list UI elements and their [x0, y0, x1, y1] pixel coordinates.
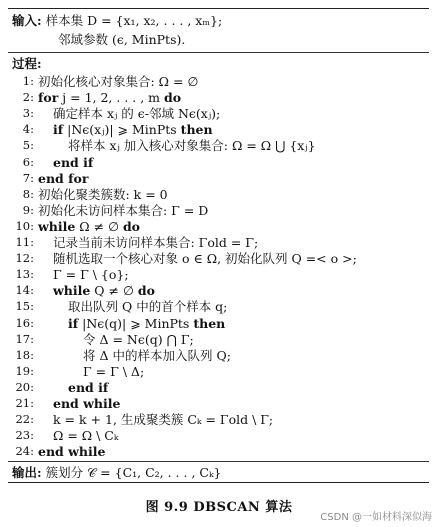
line-code: end while — [38, 444, 106, 460]
line-code: while Q ≠ ∅ do — [53, 283, 155, 299]
line-code: 记录当前未访问样本集合: Γold = Γ; — [53, 235, 259, 250]
line-number: 16: — [15, 315, 34, 330]
line-number: 6: — [22, 154, 34, 169]
line-code: for j = 1, 2, . . . , m do — [38, 90, 182, 106]
line-number: 9: — [22, 202, 34, 217]
output-line — [12, 465, 221, 481]
line-number: 15: — [15, 299, 34, 314]
line-code: Γ = Γ \ Δ; — [83, 363, 145, 379]
line-code: 随机选取一个核心对象 o ∈ Ω, 初始化队列 Q =< o >; — [53, 251, 357, 267]
input-line-2: 邻域参数 (ϵ, MinPts). — [58, 32, 186, 47]
line-number: 20: — [15, 379, 34, 394]
line-number: 14: — [15, 283, 34, 298]
line-code: 初始化未访问样本集合: Γ = D — [38, 202, 209, 218]
input-line-1 — [12, 13, 222, 29]
line-number: 10: — [15, 218, 34, 233]
input-label: 输入: — [12, 13, 42, 28]
line-code: 初始化核心对象集合: Ω = ∅ — [38, 74, 199, 89]
line-number: 8: — [22, 186, 34, 201]
line-number: 13: — [15, 267, 34, 282]
line-code: end if — [68, 379, 109, 395]
input-divider — [8, 52, 429, 53]
watermark: CSDN @一如材料深似海 — [320, 512, 432, 523]
line-code: 初始化聚类簇数: k = 0 — [38, 186, 168, 202]
process-label: 过程: — [12, 56, 42, 71]
line-number: 12: — [15, 251, 34, 266]
line-code: end if — [53, 154, 94, 170]
line-code: 取出队列 Q 中的首个样本 q; — [68, 299, 228, 315]
line-number: 18: — [15, 347, 34, 362]
output-divider — [8, 461, 429, 462]
line-number: 19: — [15, 363, 34, 378]
line-number: 1: — [22, 74, 34, 88]
line-code: end for — [38, 170, 89, 186]
line-number: 7: — [22, 170, 34, 185]
output-clusters: 簇划分 𝒞 = {C₁, C₂, . . . , Cₖ} — [45, 465, 222, 480]
line-number: 2: — [22, 90, 34, 105]
line-number: 23: — [15, 428, 34, 443]
line-code: while Ω ≠ ∅ do — [38, 218, 141, 234]
algorithm-line — [0, 442, 438, 462]
line-number: 4: — [22, 122, 34, 137]
line-number: 24: — [15, 444, 34, 459]
line-number: 17: — [15, 331, 34, 346]
line-code: Ω = Ω \ Cₖ — [53, 428, 119, 444]
line-number: 21: — [15, 396, 34, 410]
output-label: 输出: — [12, 465, 42, 480]
line-code: 将样本 xⱼ 加入核心对象集合: Ω = Ω ⋃ {xⱼ} — [68, 138, 316, 154]
line-code: k = k + 1, 生成聚类簇 Cₖ = Γold \ Γ; — [53, 412, 274, 428]
line-code: 令 Δ = Nϵ(q) ⋂ Γ; — [83, 331, 194, 347]
figure-caption: 图 9.9 DBSCAN 算法 — [145, 500, 293, 515]
line-code: Γ = Γ \ {o}; — [53, 267, 129, 283]
input-dataset: 样本集 D = {x₁, x₂, . . . , xₘ}; — [45, 13, 223, 28]
line-code: 将 Δ 中的样本加入队列 Q; — [83, 347, 231, 363]
line-code: if |Nϵ(xⱼ)| ⩾ MinPts then — [53, 122, 213, 138]
line-code: 确定样本 xⱼ 的 ϵ-邻域 Nϵ(xⱼ); — [53, 106, 221, 122]
line-code: end while — [53, 396, 121, 411]
line-number: 11: — [15, 235, 34, 249]
line-number: 5: — [22, 138, 34, 153]
line-code: if |Nϵ(q)| ⩾ MinPts then — [68, 315, 226, 331]
line-number: 3: — [22, 106, 34, 121]
line-number: 22: — [15, 412, 34, 427]
